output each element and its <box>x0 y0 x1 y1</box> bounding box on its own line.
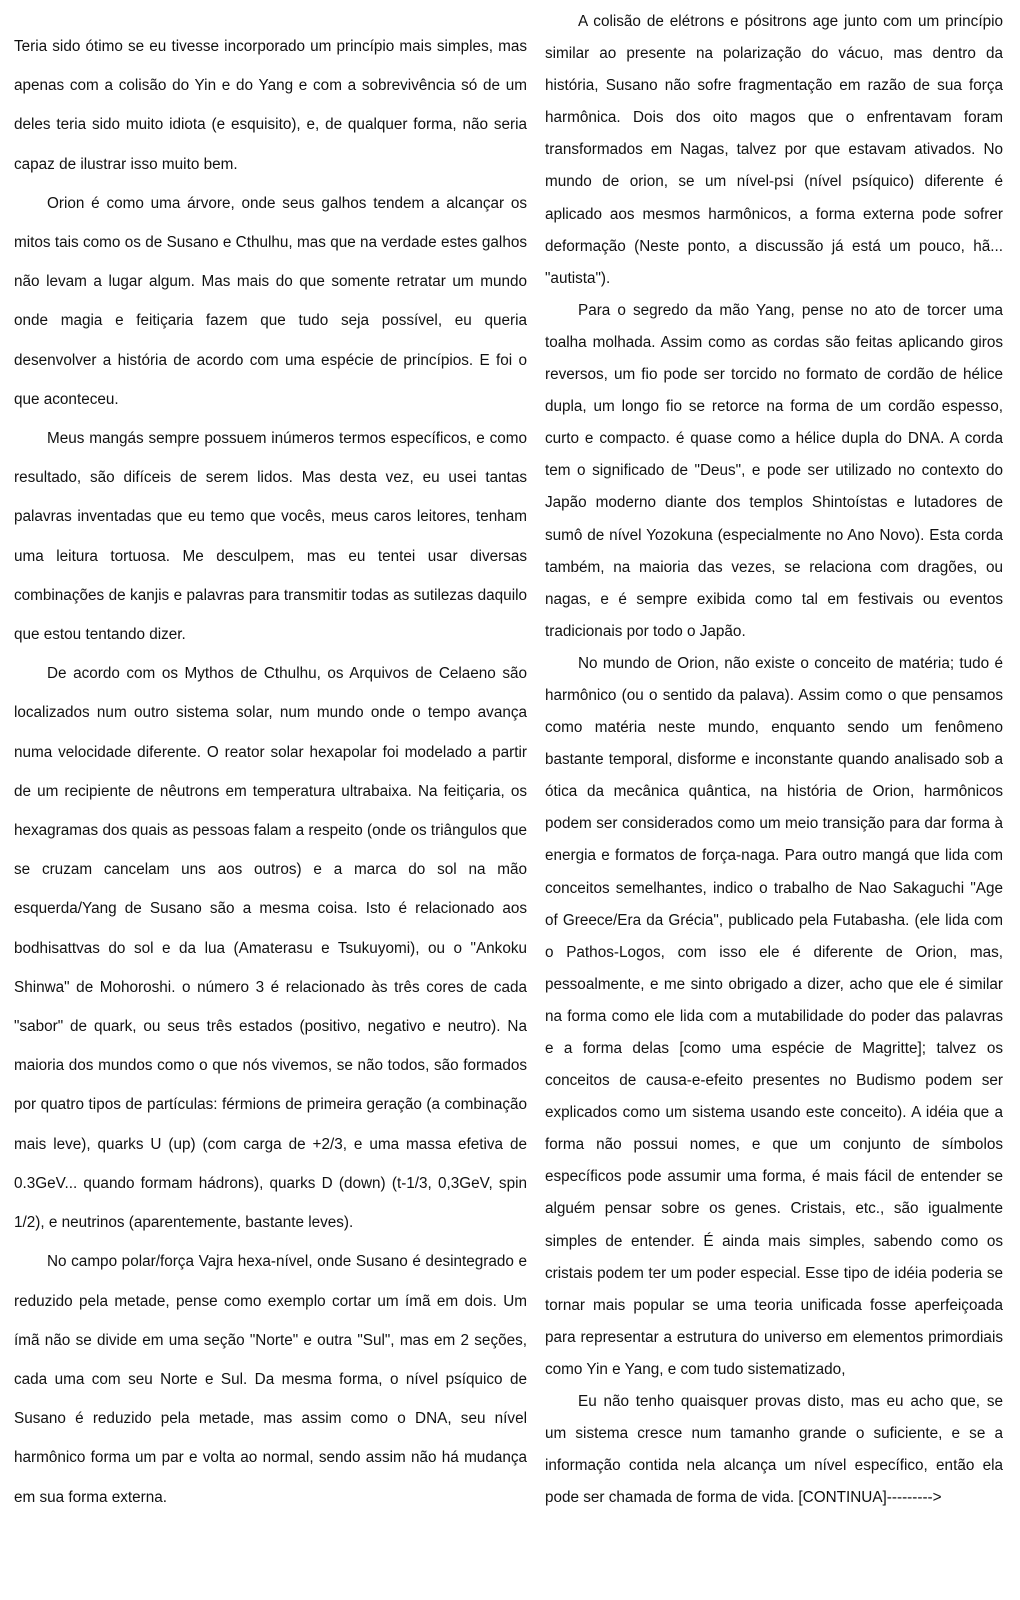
paragraph: Meus mangás sempre possuem inúmeros termos específicos, e como resultado, são difíceis de serem lidos. Mas desta vez, eu usei tantas palavras inventadas que eu temo que vocês, meus caros leitores, tenham uma leitura tortuosa. Me desculpem, mas eu tentei usar diversas combinações de kanjis e palavras para transmitir todas as sutilezas daquilo que estou tentando dizer. <box>14 430 527 644</box>
left-column <box>14 0 527 1517</box>
right-column <box>545 0 1003 1514</box>
paragraph: No mundo de Orion, não existe o conceito de matéria; tudo é harmônico (ou o sentido da palava). Assim como o que pensamos como matéria neste mundo, enquanto sendo um fenômeno bastante temporal, disforme e inconstante quando analisado sob a ótica da mecânica quântica, na história de Orion, harmônicos podem ser considerados como um meio transição para dar forma à energia e formatos de força-naga. Para outro mangá que lida com conceitos semelhantes, indico o trabalho de Nao Sakaguchi "Age of Greece/Era da Grécia", publicado pela Futabasha. (ele lida com o Pathos-Logos, com isso ele é diferente de Orion, mas, pessoalmente, e me sinto obrigado a dizer, acho que ele é similar na forma como ele lida com a mutabilidade do poder das palavras e a forma delas [como uma espécie de Magritte]; talvez os conceitos de causa-e-efeito presentes no Budismo podem ser explicados como um sistema usando este conceito). A idéia que a forma não possui nomes, e que um conjunto de símbolos específicos pode assumir uma forma, é mais fácil de entender se alguém pensar sobre os genes. Cristais, etc., são igualmente simples de entender. É ainda mais simples, sabendo como os cristais podem ter um poder especial. Esse tipo de idéia poderia se tornar mais popular se uma teoria unificada fosse aperfeiçoada para representar a estrutura do universo em elementos primordiais como Yin e Yang, e com tudo sistematizado, <box>545 654 1003 1378</box>
paragraph: A colisão de elétrons e pósitrons age junto com um princípio similar ao presente na polarização do vácuo, mas dentro da história, Susano não sofre fragmentação em razão de sua força harmônica. Dois dos oito magos que o enfrentavam foram transformados em Nagas, talvez por que estavam ativados. No mundo de orion, se um nível-psi (nível psíquico) diferente é aplicado aos mesmos harmônicos, a forma externa pode sofrer deformação (Neste ponto, a discussão já está um pouco, hã... "autista"). <box>545 13 1003 287</box>
paragraph: Teria sido ótimo se eu tivesse incorporado um princípio mais simples, mas apenas com a colisão do Yin e do Yang e com a sobrevivência só de um deles teria sido muito idiota (e esquisito), e, de qualquer forma, não seria capaz de ilustrar isso muito bem. <box>14 38 527 173</box>
paragraph: Orion é como uma árvore, onde seus galhos tendem a alcançar os mitos tais como os de Susano e Cthulhu, mas que na verdade estes galhos não levam a lugar algum. Mas mais do que somente retratar um mundo onde magia e feitiçaria fazem que tudo seja possível, eu queria desenvolver a história de acordo com uma espécie de princípios. E foi o que aconteceu. <box>14 194 527 408</box>
paragraph: Para o segredo da mão Yang, pense no ato de torcer uma toalha molhada. Assim como as cordas são feitas aplicando giros reversos, um fio pode ser torcido no formato de cordão de hélice dupla, um longo fio se retorce na forma de um cordão espesso, curto e compacto. é quase como a hélice dupla do DNA. A corda tem o significado de "Deus", e pode ser utilizado no contexto do Japão moderno diante dos templos Shintoístas e lutadores de sumô de nível Yozokuna (especialmente no Ano Novo). Esta corda também, na maioria das vezes, se relaciona com dragões, ou nagas, e é sempre exibida como tal em festivais ou eventos tradicionais por todo o Japão. <box>545 301 1003 640</box>
paragraph: No campo polar/força Vajra hexa-nível, onde Susano é desintegrado e reduzido pela metade, pense como exemplo cortar um ímã em dois. Um ímã não se divide em uma seção "Norte" e outra "Sul", mas em 2 seções, cada uma com seu Norte e Sul. Da mesma forma, o nível psíquico de Susano é reduzido pela metade, mas assim como o DNA, seu nível harmônico forma um par e volta ao normal, sendo assim não há mudança em sua forma externa. <box>14 1253 527 1506</box>
paragraph: De acordo com os Mythos de Cthulhu, os Arquivos de Celaeno são localizados num outro sistema solar, num mundo onde o tempo avança numa velocidade diferente. O reator solar hexapolar foi modelado a partir de um recipiente de nêutrons em temperatura ultrabaixa. Na feitiçaria, os hexagramas dos quais as pessoas falam a respeito (onde os triângulos que se cruzam cancelam uns aos outros) e a marca do sol na mão esquerda/Yang de Susano são a mesma coisa. Isto é relacionado aos bodhisattvas do sol e da lua (Amaterasu e Tsukuyomi), ou o "Ankoku Shinwa" de Mohoroshi. o número 3 é relacionado às três cores de cada "sabor" de quark, ou seus três estados (positivo, negativo e neutro). Na maioria dos mundos como o que nós vivemos, se não todos, são formados por quatro tipos de partículas: férmions de primeira geração (a combinação mais leve), quarks U (up) (com carga de +2/3, e uma massa efetiva de 0.3GeV... quando formam hádrons), quarks D (down) (t-1/3, 0,3GeV, spin 1/2), e neutrinos (aparentemente, bastante leves). <box>14 665 527 1232</box>
paragraph: Eu não tenho quaisquer provas disto, mas eu acho que, se um sistema cresce num tamanho grande o suficiente, e se a informação contida nela alcança um nível específico, então ela pode ser chamada de forma de vida. [CONTINUA]---------> <box>545 1393 1003 1507</box>
